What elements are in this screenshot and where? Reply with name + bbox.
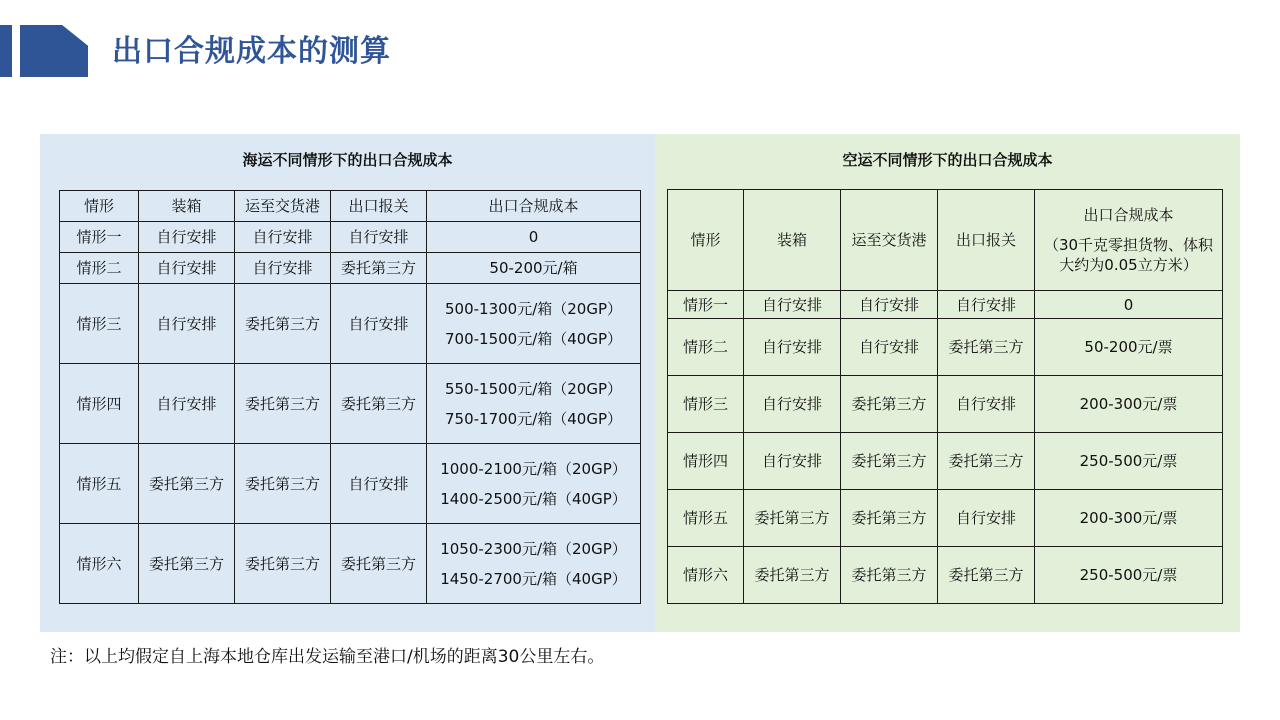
sea-cost-table [59, 190, 641, 604]
packing-cell: 自行安排 [139, 284, 235, 364]
case-cell: 情形五 [668, 490, 744, 547]
cost-header-label: 出口合规成本 [1083, 206, 1174, 224]
header-cell: 出口报关 [331, 191, 427, 222]
case-cell: 情形三 [668, 376, 744, 433]
customs-cell: 委托第三方 [331, 253, 427, 284]
packing-cell: 自行安排 [139, 222, 235, 253]
packing-cell: 委托第三方 [139, 524, 235, 604]
customs-cell: 委托第三方 [938, 547, 1035, 604]
packing-cell: 自行安排 [139, 364, 235, 444]
packing-cell: 自行安排 [744, 291, 841, 319]
air-table-title: 空运不同情形下的出口合规成本 [842, 151, 1053, 169]
sea-table-title: 海运不同情形下的出口合规成本 [242, 151, 453, 169]
transport-cell: 自行安排 [841, 319, 938, 376]
table-row [60, 222, 641, 253]
customs-cell: 自行安排 [331, 284, 427, 364]
case-cell: 情形六 [60, 524, 139, 604]
customs-cell: 委托第三方 [938, 433, 1035, 490]
cost-line-40gp: 750-1700元/箱（40GP） [444, 409, 623, 428]
page-title: 出口合规成本的测算 [112, 34, 391, 69]
header-cell: 运至交货港 [235, 191, 331, 222]
cost-line-40gp: 1400-2500元/箱（40GP） [440, 489, 627, 508]
table-row [60, 284, 641, 364]
customs-cell: 委托第三方 [331, 364, 427, 444]
table-row [60, 253, 641, 284]
cost-cell [427, 364, 641, 444]
transport-cell: 自行安排 [235, 253, 331, 284]
cost-cell: 200-300元/票 [1035, 376, 1223, 433]
table-header-row [60, 191, 641, 222]
case-cell: 情形二 [668, 319, 744, 376]
cost-cell: 250-500元/票 [1035, 433, 1223, 490]
cost-line: 50-200元/箱 [489, 259, 578, 277]
header-accent-block [20, 25, 88, 77]
customs-cell: 自行安排 [938, 376, 1035, 433]
table-header-row [668, 190, 1223, 291]
header-accent-bar [0, 25, 12, 77]
packing-cell: 委托第三方 [139, 444, 235, 524]
header-cell: 情形 [60, 191, 139, 222]
sea-freight-panel [40, 134, 655, 632]
header-cell: 出口报关 [938, 190, 1035, 291]
cost-cell [427, 444, 641, 524]
customs-cell: 委托第三方 [938, 319, 1035, 376]
case-cell: 情形二 [60, 253, 139, 284]
packing-cell: 自行安排 [744, 319, 841, 376]
packing-cell: 自行安排 [744, 376, 841, 433]
transport-cell: 委托第三方 [235, 524, 331, 604]
case-cell: 情形四 [60, 364, 139, 444]
table-row [668, 433, 1223, 490]
header-cell: 出口合规成本 [427, 191, 641, 222]
case-cell: 情形四 [668, 433, 744, 490]
case-cell: 情形五 [60, 444, 139, 524]
footnote: 注：以上均假定自上海本地仓库出发运输至港口/机场的距离30公里左右。 [50, 647, 605, 667]
case-cell: 情形三 [60, 284, 139, 364]
customs-cell: 自行安排 [331, 222, 427, 253]
case-cell: 情形六 [668, 547, 744, 604]
cost-cell: 50-200元/票 [1035, 319, 1223, 376]
cost-cell [427, 253, 641, 284]
cost-line-20gp: 550-1500元/箱（20GP） [444, 379, 623, 398]
table-row [668, 376, 1223, 433]
header-cell: 运至交货港 [841, 190, 938, 291]
cost-line-40gp: 700-1500元/箱（40GP） [444, 329, 623, 348]
table-row [60, 364, 641, 444]
customs-cell: 委托第三方 [331, 524, 427, 604]
table-row [668, 547, 1223, 604]
cost-cell: 0 [1035, 291, 1223, 319]
table-row [668, 291, 1223, 319]
cost-cell [427, 222, 641, 253]
air-freight-panel [655, 134, 1240, 632]
cost-line: 0 [528, 228, 539, 246]
case-cell: 情形一 [668, 291, 744, 319]
transport-cell: 委托第三方 [841, 490, 938, 547]
transport-cell: 自行安排 [235, 222, 331, 253]
customs-cell: 自行安排 [331, 444, 427, 524]
packing-cell: 委托第三方 [744, 490, 841, 547]
transport-cell: 委托第三方 [841, 376, 938, 433]
cost-cell: 250-500元/票 [1035, 547, 1223, 604]
transport-cell: 委托第三方 [841, 547, 938, 604]
header-cell: 装箱 [139, 191, 235, 222]
cost-line-40gp: 1450-2700元/箱（40GP） [440, 569, 627, 588]
table-row [60, 444, 641, 524]
table-row [668, 319, 1223, 376]
cost-cell [427, 524, 641, 604]
packing-cell: 自行安排 [744, 433, 841, 490]
header-cell: 装箱 [744, 190, 841, 291]
packing-cell: 自行安排 [139, 253, 235, 284]
header-cell: 情形 [668, 190, 744, 291]
air-cost-table [667, 189, 1223, 604]
packing-cell: 委托第三方 [744, 547, 841, 604]
cost-line-20gp: 1050-2300元/箱（20GP） [440, 539, 627, 558]
transport-cell: 委托第三方 [235, 364, 331, 444]
table-row [60, 524, 641, 604]
cost-cell: 200-300元/票 [1035, 490, 1223, 547]
case-cell: 情形一 [60, 222, 139, 253]
transport-cell: 委托第三方 [841, 433, 938, 490]
cost-header-note: （30千克零担货物、体积大约为0.05立方米） [1043, 236, 1214, 274]
cost-line-20gp: 500-1300元/箱（20GP） [444, 299, 623, 318]
customs-cell: 自行安排 [938, 490, 1035, 547]
transport-cell: 自行安排 [841, 291, 938, 319]
cost-header-cell [1035, 190, 1223, 291]
cost-line-20gp: 1000-2100元/箱（20GP） [440, 459, 627, 478]
transport-cell: 委托第三方 [235, 284, 331, 364]
table-row [668, 490, 1223, 547]
transport-cell: 委托第三方 [235, 444, 331, 524]
cost-cell [427, 284, 641, 364]
customs-cell: 自行安排 [938, 291, 1035, 319]
